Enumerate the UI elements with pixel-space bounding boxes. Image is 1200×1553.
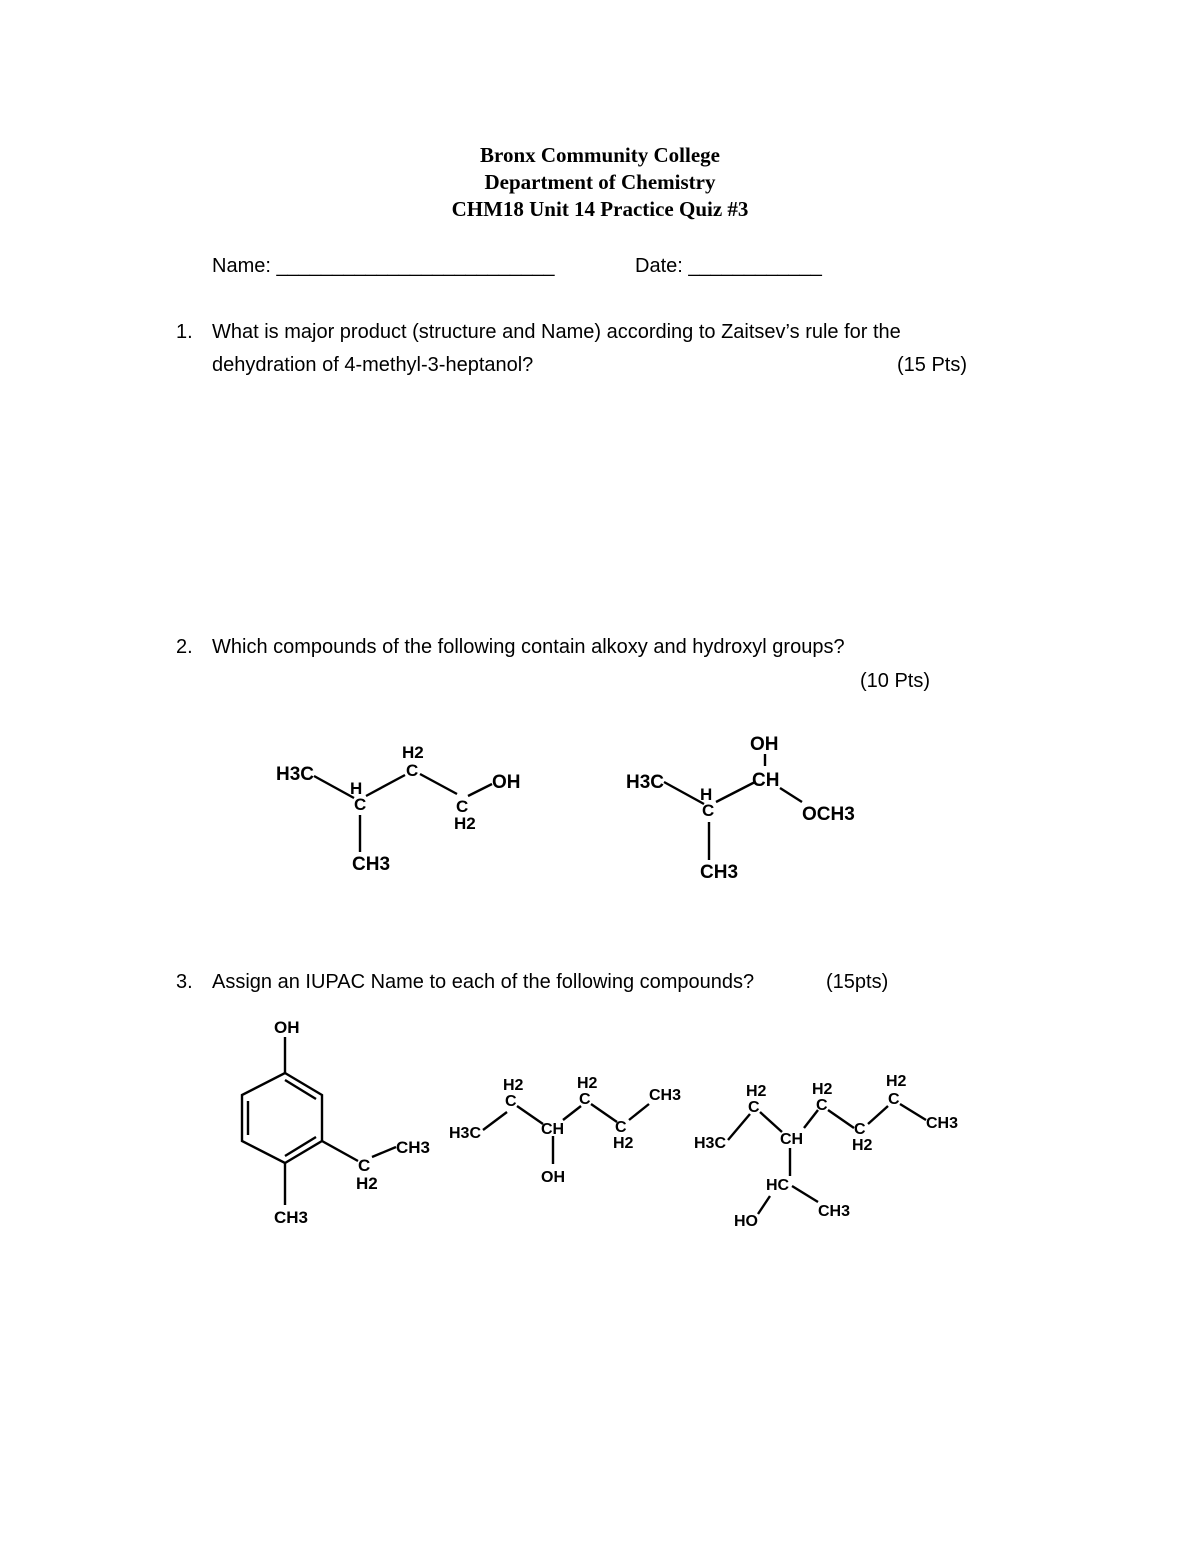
q3c-h3c-label: H3C	[694, 1135, 727, 1152]
question-2-number: 2.	[176, 636, 193, 658]
question-3-text: Assign an IUPAC Name to each of the following compounds?	[212, 971, 755, 993]
q3b-h3c-label: H3C	[449, 1125, 482, 1142]
question-3-points: (15pts)	[826, 971, 889, 993]
q2b-ch-label: CH	[752, 770, 780, 791]
q2a-ch3-label: CH3	[352, 854, 391, 875]
q3-structure-b	[445, 1070, 695, 1190]
q2a-h-label: H	[350, 779, 363, 798]
q3c-c-b-label: C	[816, 1097, 828, 1114]
q3b-oh-label: OH	[541, 1169, 565, 1186]
q2a-c1-label: C	[354, 795, 367, 814]
q3c-bond-5	[828, 1110, 854, 1128]
q3c-ch3-end-label: CH3	[926, 1115, 959, 1132]
q2a-c3-label: C	[456, 797, 469, 816]
q3c-ch-label: CH	[780, 1131, 804, 1148]
q2b-bond-3	[780, 788, 802, 802]
q2b-h-label: H	[700, 785, 713, 804]
q3b-c-b-label: C	[579, 1091, 591, 1108]
q2-structure-b	[620, 730, 880, 890]
q3b-ch-label: CH	[541, 1121, 565, 1138]
question-2-text: Which compounds of the following contain alkoxy and hydroxyl groups?	[212, 636, 845, 658]
q3c-h2-c-label: H2	[852, 1137, 873, 1154]
q3b-bond-3	[563, 1106, 581, 1120]
q3c-bond-6	[868, 1106, 888, 1124]
document-header	[0, 142, 1200, 223]
q3c-c-c-label: C	[854, 1121, 866, 1138]
q2a-bond-1	[314, 776, 354, 798]
question-2-points: (10 Pts)	[860, 670, 931, 692]
question-3-number: 3.	[176, 971, 193, 993]
q3c-hc-label: HC	[766, 1177, 790, 1194]
q3b-bond-1	[483, 1112, 507, 1130]
q2b-ch3-label: CH3	[700, 862, 739, 883]
question-1-text-line1: What is major product (structure and Name) according to Zaitsev’s rule for the	[212, 321, 901, 343]
q2a-bond-4	[468, 784, 492, 796]
q2a-c2-label: C	[406, 761, 419, 780]
college-name: Bronx Community College	[480, 143, 720, 167]
q3a-c-label: C	[358, 1156, 371, 1175]
q2-structure-a	[270, 730, 540, 890]
q2a-h2-bottom-label: H2	[454, 814, 476, 833]
question-1-text-line2: dehydration of 4-methyl-3-heptanol?	[212, 354, 534, 376]
q3c-bond-2	[760, 1112, 782, 1132]
q3b-bond-4	[591, 1104, 617, 1122]
q3b-ch3-label: CH3	[649, 1087, 682, 1104]
q3c-bond-ho	[758, 1196, 770, 1214]
q3c-bond-7	[900, 1104, 926, 1120]
q2a-oh-label: OH	[492, 772, 521, 793]
q3c-h2-b-label: H2	[812, 1081, 833, 1098]
q3b-c-a-label: C	[505, 1093, 517, 1110]
q3b-h2-c-label: H2	[613, 1135, 634, 1152]
q3a-ring	[242, 1073, 322, 1163]
q2b-c-label: C	[702, 801, 715, 820]
name-field: Name: _________________________	[212, 255, 555, 277]
q2b-och3-label: OCH3	[802, 804, 855, 825]
q2b-oh-label: OH	[750, 734, 779, 755]
q3a-h2-label: H2	[356, 1174, 378, 1193]
q3c-h2-d-label: H2	[886, 1073, 907, 1090]
q2a-h2-top-label: H2	[402, 743, 424, 762]
quiz-title: CHM18 Unit 14 Practice Quiz #3	[451, 197, 749, 221]
q3c-h2-a-label: H2	[746, 1083, 767, 1100]
q3a-bond-ch3-right	[372, 1147, 396, 1157]
q3-structure-a	[230, 1015, 440, 1230]
question-1-points: (15 Pts)	[897, 354, 968, 376]
question-1-number: 1.	[176, 321, 193, 343]
q2a-bond-2	[366, 775, 405, 796]
q3c-ch3-branch-label: CH3	[818, 1203, 851, 1220]
q3b-h2-b-label: H2	[577, 1075, 598, 1092]
q3c-bond-ch3-branch	[792, 1186, 818, 1202]
q3c-c-a-label: C	[748, 1099, 760, 1116]
q3c-ho-label: HO	[734, 1213, 758, 1230]
q3a-bond-ethyl	[322, 1141, 358, 1161]
q3b-c-c-label: C	[615, 1119, 627, 1136]
q3a-ch3-right-label: CH3	[396, 1138, 431, 1157]
q3b-bond-2	[517, 1106, 543, 1124]
q3a-oh-label: OH	[274, 1018, 300, 1037]
q3a-ch3-bottom-label: CH3	[274, 1208, 309, 1227]
q3b-h2-a-label: H2	[503, 1077, 524, 1094]
date-field: Date: ____________	[635, 255, 822, 277]
q2b-h3c-label: H3C	[626, 772, 665, 793]
q2b-bond-2	[716, 782, 755, 802]
q2a-h3c-label: H3C	[276, 764, 315, 785]
q3c-bond-1	[728, 1114, 750, 1140]
q3-structure-c	[690, 1068, 970, 1238]
q3c-c-d-label: C	[888, 1091, 900, 1108]
q2a-bond-3	[420, 774, 457, 794]
q2b-bond-1	[664, 782, 704, 804]
department-name: Department of Chemistry	[484, 170, 716, 194]
q3b-bond-5	[629, 1104, 649, 1120]
